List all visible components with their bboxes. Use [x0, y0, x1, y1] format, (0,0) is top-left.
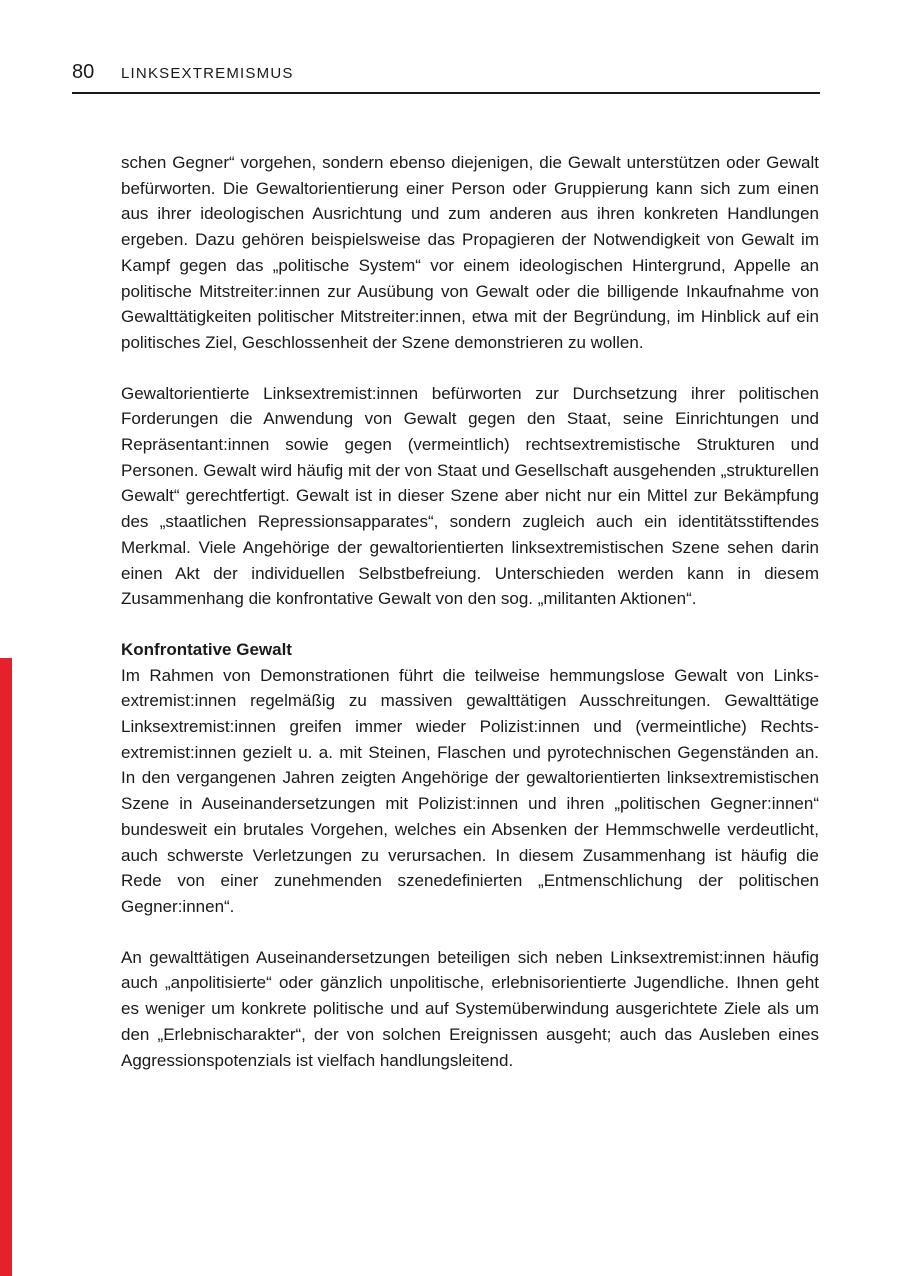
- body-paragraph: Gewaltorientierte Linksextremist:innen befürworten zur Durchsetzung ihrer politischen Forderungen die Anwendung von Gewalt gegen den Staat, seine Einrichtungen und Repräsentant:innen sowie gegen (vermeintlich) rechtsextremistische Strukturen und Personen. Gewalt wird häufig mit der von Staat und Gesellschaft ausgehenden „strukturellen Gewalt“ gerechtfertigt. Gewalt ist in dieser Szene aber nicht nur ein Mittel zur Bekämpfung des „staatlichen Repressionsapparates“, sondern zugleich auch ein identitätsstiftendes Merkmal. Viele Angehörige der gewaltorientierten linksextremistischen Szene sehen darin einen Akt der individuellen Selbstbefreiung. Unterschieden werden kann in diesem Zusammenhang die konfrontative Gewalt von den sog. „militanten Aktionen“.: [121, 383, 819, 609]
- body-paragraph: Im Rahmen von Demonstrationen führt die teilweise hemmungslose Gewalt von Linksextremist:innen regelmäßig zu massiven gewalttätigen Ausschreitungen. Gewalttätige Linksextremist:innen greifen immer wieder Polizist:innen und (vermeintliche) Rechtsextremist:innen gezielt u. a. mit Steinen, Flaschen und pyrotechnischen Gegenständen an. In den vergangenen Jahren zeigten Angehörige der gewaltorientierten linksextremistischen Szene in Auseinandersetzungen mit Polizist:innen und ihren „politischen Gegner:innen“ bundesweit ein brutales Vorgehen, welches ein Absenken der Hemmschwelle verdeutlicht, auch schwerste Verletzungen zu verursachen. In diesem Zusammenhang ist häufig die Rede von einer zunehmenden szenedefinierten „Entmenschlichung der politischen Gegner:innen“.: [121, 665, 819, 916]
- page-number: 80: [72, 61, 95, 83]
- running-title: LINKSEXTREMISMUS: [121, 65, 294, 82]
- red-margin-bar: [0, 658, 12, 1276]
- section-heading: Konfrontative Gewalt: [121, 639, 292, 659]
- page-content: [121, 150, 819, 1098]
- page-header: [72, 58, 820, 94]
- body-paragraph: schen Gegner“ vorgehen, sondern ebenso diejenigen, die Gewalt unterstützen oder Gewalt befürworten. Die Gewaltorientierung einer Person oder Gruppierung kann sich zum einen aus ihrer ideologischen Ausrichtung und zum anderen aus ihren konkreten Handlungen ergeben. Dazu gehören beispielsweise das Propagieren der Notwendigkeit von Gewalt im Kampf gegen das „politische System“ vor einem ideologischen Hintergrund, Appelle an politische Mitstreiter:innen zur Ausübung von Gewalt oder die billigende Inkaufnahme von Gewalttätigkeiten politischer Mitstreiter:innen, etwa mit der Begründung, im Hinblick auf ein politisches Ziel, Geschlossenheit der Szene demonstrieren zu wollen.: [121, 153, 819, 352]
- body-paragraph: An gewalttätigen Auseinandersetzungen beteiligen sich neben Linksextremist:innen häufig auch „anpolitisierte“ oder gänzlich unpolitische, erlebnisorientierte Jugendliche. Ihnen geht es weniger um konkrete politische und auf Systemüberwindung ausgerichtete Ziele als um den „Erlebnischarakter“, der von solchen Ereignissen ausgeht; auch das Ausleben eines Aggressionspotenzials ist vielfach handlungsleitend.: [121, 947, 819, 1070]
